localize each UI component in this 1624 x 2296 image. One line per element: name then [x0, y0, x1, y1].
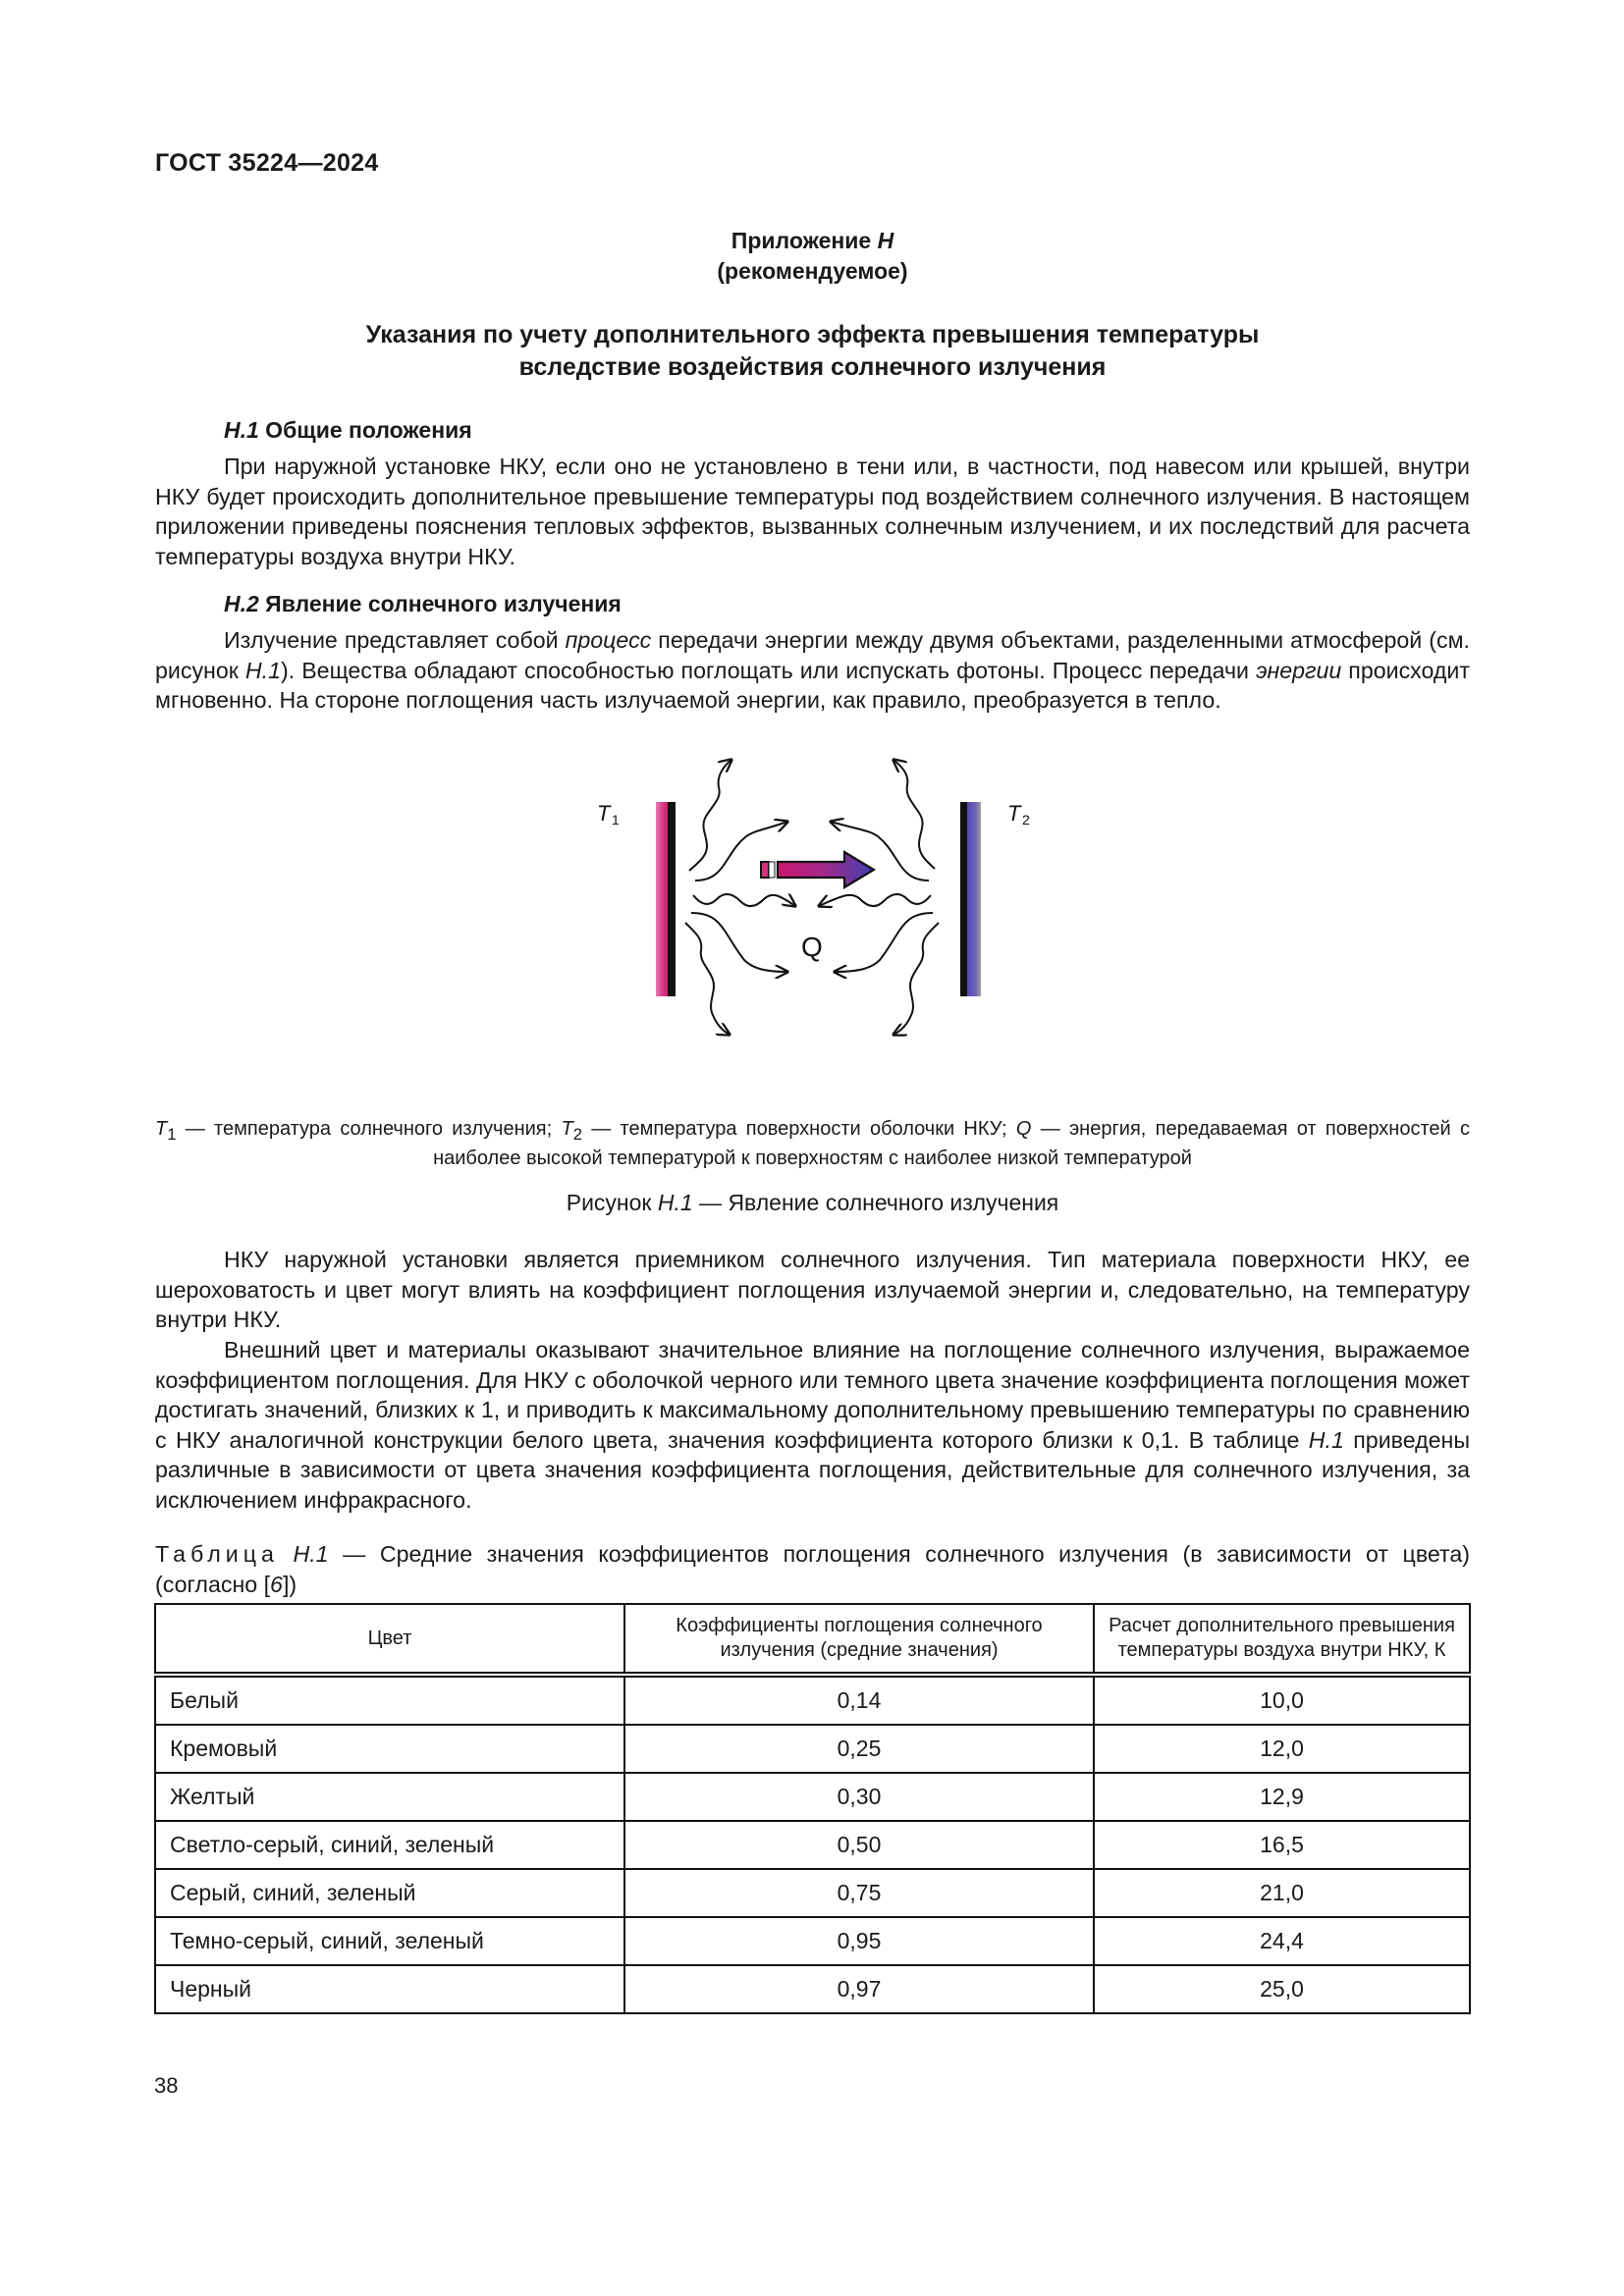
- radiation-waves: [685, 760, 939, 1035]
- caption-number: Н.1: [657, 1190, 693, 1215]
- section-heading-h2: [224, 589, 622, 618]
- text-run-italic: энергии: [1256, 657, 1342, 683]
- legend-text: — энергия, передаваемая от поверхностей с наиболее высокой температурой к поверхностям с наиболее низкой температурой: [433, 1118, 1470, 1169]
- cell-color: Белый: [155, 1675, 624, 1725]
- paragraph-radiation: [155, 625, 1470, 716]
- figure-reference: Н.1: [244, 657, 282, 683]
- table-caption-text: — Средние значения коэффициентов поглощения солнечного излучения (в зависимости от цвета) (согласно [: [155, 1541, 1470, 1597]
- svg-text:1: 1: [612, 812, 620, 828]
- table-reference: Н.1: [1308, 1426, 1344, 1453]
- paragraph-receiver: НКУ наружной установки является приемником солнечного излучения. Тип материала поверхности НКУ, ее шероховатость и цвет могут влиять на коэффициент поглощения излучаемой энергии и, следовательно, на температуру внутри НКУ.: [155, 1247, 1470, 1332]
- appendix-letter: Н: [877, 228, 894, 253]
- cell-temperature-rise: 16,5: [1094, 1821, 1470, 1869]
- symbol-subscript: 1: [167, 1125, 177, 1144]
- table-row: [155, 1773, 1470, 1821]
- section-title: Общие положения: [258, 417, 472, 443]
- legend-text: — температура солнечного излучения;: [176, 1118, 562, 1140]
- cell-color: Серый, синий, зеленый: [155, 1869, 624, 1917]
- symbol-q: Q: [1015, 1118, 1032, 1140]
- label-t1: [597, 801, 620, 828]
- text-run: приведены различные в зависимости от цвета значения коэффициента поглощения, действительные для солнечного излучения, за исключением инфракрасного.: [155, 1426, 1470, 1513]
- page-number: 38: [154, 2073, 179, 2098]
- cell-color: Кремовый: [155, 1725, 624, 1773]
- table-row: [155, 1821, 1470, 1869]
- section-number: Н.1: [224, 417, 259, 443]
- table-caption-end: ]): [282, 1571, 298, 1597]
- caption-prefix: Рисунок: [566, 1190, 658, 1215]
- text-run: передачи энергии между двумя объектами, разделенными атмосферой (см. рисунок: [155, 627, 1470, 683]
- label-q: Q: [801, 932, 823, 962]
- document-code: ГОСТ 35224—2024: [155, 149, 379, 177]
- svg-text:2: 2: [1022, 812, 1030, 828]
- cell-coefficient: 0,97: [624, 1965, 1094, 2013]
- table-caption: [155, 1539, 1470, 1599]
- cell-temperature-rise: 10,0: [1094, 1675, 1470, 1725]
- label-t2: [1007, 801, 1030, 828]
- column-header-coefficient: Коэффициенты поглощения солнечного излучения (средние значения): [624, 1604, 1094, 1675]
- section-title: Явление солнечного излучения: [258, 591, 622, 616]
- table-row: [155, 1869, 1470, 1917]
- legend-text: — температура поверхности оболочки НКУ;: [581, 1118, 1016, 1140]
- text-run: ). Вещества обладают способностью поглощать или испускать фотоны. Процесс передачи: [281, 657, 1257, 683]
- cell-color: Желтый: [155, 1773, 624, 1821]
- appendix-label-prefix: Приложение: [731, 228, 878, 253]
- section-number: Н.2: [224, 591, 259, 616]
- column-header-color: Цвет: [155, 1604, 624, 1675]
- cell-temperature-rise: 24,4: [1094, 1917, 1470, 1965]
- paragraph-color-influence: [155, 1335, 1470, 1515]
- caption-text: — Явление солнечного излучения: [692, 1190, 1059, 1215]
- symbol-subscript: 2: [572, 1125, 582, 1144]
- bibliography-reference: 6: [270, 1571, 283, 1597]
- cell-coefficient: 0,30: [624, 1773, 1094, 1821]
- text-run-italic: процесс: [565, 627, 652, 653]
- paragraph-general: При наружной установке НКУ, если оно не установлено в тени или, в частности, под навесом или крышей, внутри НКУ будет происходить дополнительное превышение температуры под воздействием солнечного излучения. В настоящем приложении приведены пояснения тепловых эффектов, вызванных солнечным излучением, и их последствий для расчета температуры воздуха внутри НКУ.: [155, 454, 1470, 569]
- appendix-label: [155, 226, 1470, 256]
- text-run: происходит мгновенно. На стороне поглощения часть излучаемой энергии, как правило, преобразуется в тепло.: [155, 657, 1471, 713]
- cell-color: Светло-серый, синий, зеленый: [155, 1821, 624, 1869]
- cold-surface-bar: [960, 802, 981, 996]
- table-row: [155, 1725, 1470, 1773]
- hot-surface-bar: [656, 802, 676, 996]
- appendix-title: [155, 319, 1470, 384]
- cell-coefficient: 0,50: [624, 1821, 1094, 1869]
- radiation-diagram: [569, 746, 1060, 1060]
- svg-text:T: T: [1007, 801, 1021, 826]
- column-header-temperature-rise: Расчет дополнительного превышения температуры воздуха внутри НКУ, К: [1094, 1604, 1470, 1675]
- cell-color: Темно-серый, синий, зеленый: [155, 1917, 624, 1965]
- cell-coefficient: 0,14: [624, 1675, 1094, 1725]
- cell-coefficient: 0,25: [624, 1725, 1094, 1773]
- absorption-coefficients-table: [154, 1603, 1471, 2014]
- table-number: Н.1: [293, 1541, 329, 1567]
- appendix-title-line2: вследствие воздействия солнечного излучения: [518, 353, 1107, 381]
- text-run: Излучение представляет собой: [224, 627, 566, 653]
- appendix-title-line1: Указания по учету дополнительного эффекта превышения температуры: [365, 321, 1260, 348]
- cell-coefficient: 0,95: [624, 1917, 1094, 1965]
- figure-caption: [155, 1188, 1470, 1217]
- cell-color: Черный: [155, 1965, 624, 2013]
- table-row: [155, 1965, 1470, 2013]
- figure-legend: [155, 1117, 1470, 1170]
- cell-temperature-rise: 12,0: [1094, 1725, 1470, 1773]
- text-run: Внешний цвет и материалы оказывают значительное влияние на поглощение солнечного излучения, выражаемое коэффициентом поглощения. Для НКУ с оболочкой черного или темного цвета значение коэффициента поглощения может достигать значений, близких к 1, и приводить к максимальному дополнительному превышению температуры по сравнению с НКУ аналогичной конструкции белого цвета, значения коэффициента которого близки к 0,1. В таблице: [155, 1337, 1470, 1453]
- section-heading-h1: [224, 415, 472, 445]
- appendix-status: (рекомендуемое): [717, 258, 908, 284]
- table-caption-word: Таблица: [155, 1541, 279, 1567]
- table-row: [155, 1675, 1470, 1725]
- cell-temperature-rise: 21,0: [1094, 1869, 1470, 1917]
- cell-coefficient: 0,75: [624, 1869, 1094, 1917]
- table-header-row: [155, 1604, 1470, 1675]
- cell-temperature-rise: 12,9: [1094, 1773, 1470, 1821]
- symbol-t1: T: [155, 1118, 168, 1140]
- figure-solar-radiation: [569, 746, 1060, 1060]
- table-row: [155, 1917, 1470, 1965]
- symbol-t2: T: [561, 1118, 573, 1140]
- heat-flow-arrow-icon: [761, 852, 874, 887]
- svg-text:T: T: [597, 801, 611, 826]
- cell-temperature-rise: 25,0: [1094, 1965, 1470, 2013]
